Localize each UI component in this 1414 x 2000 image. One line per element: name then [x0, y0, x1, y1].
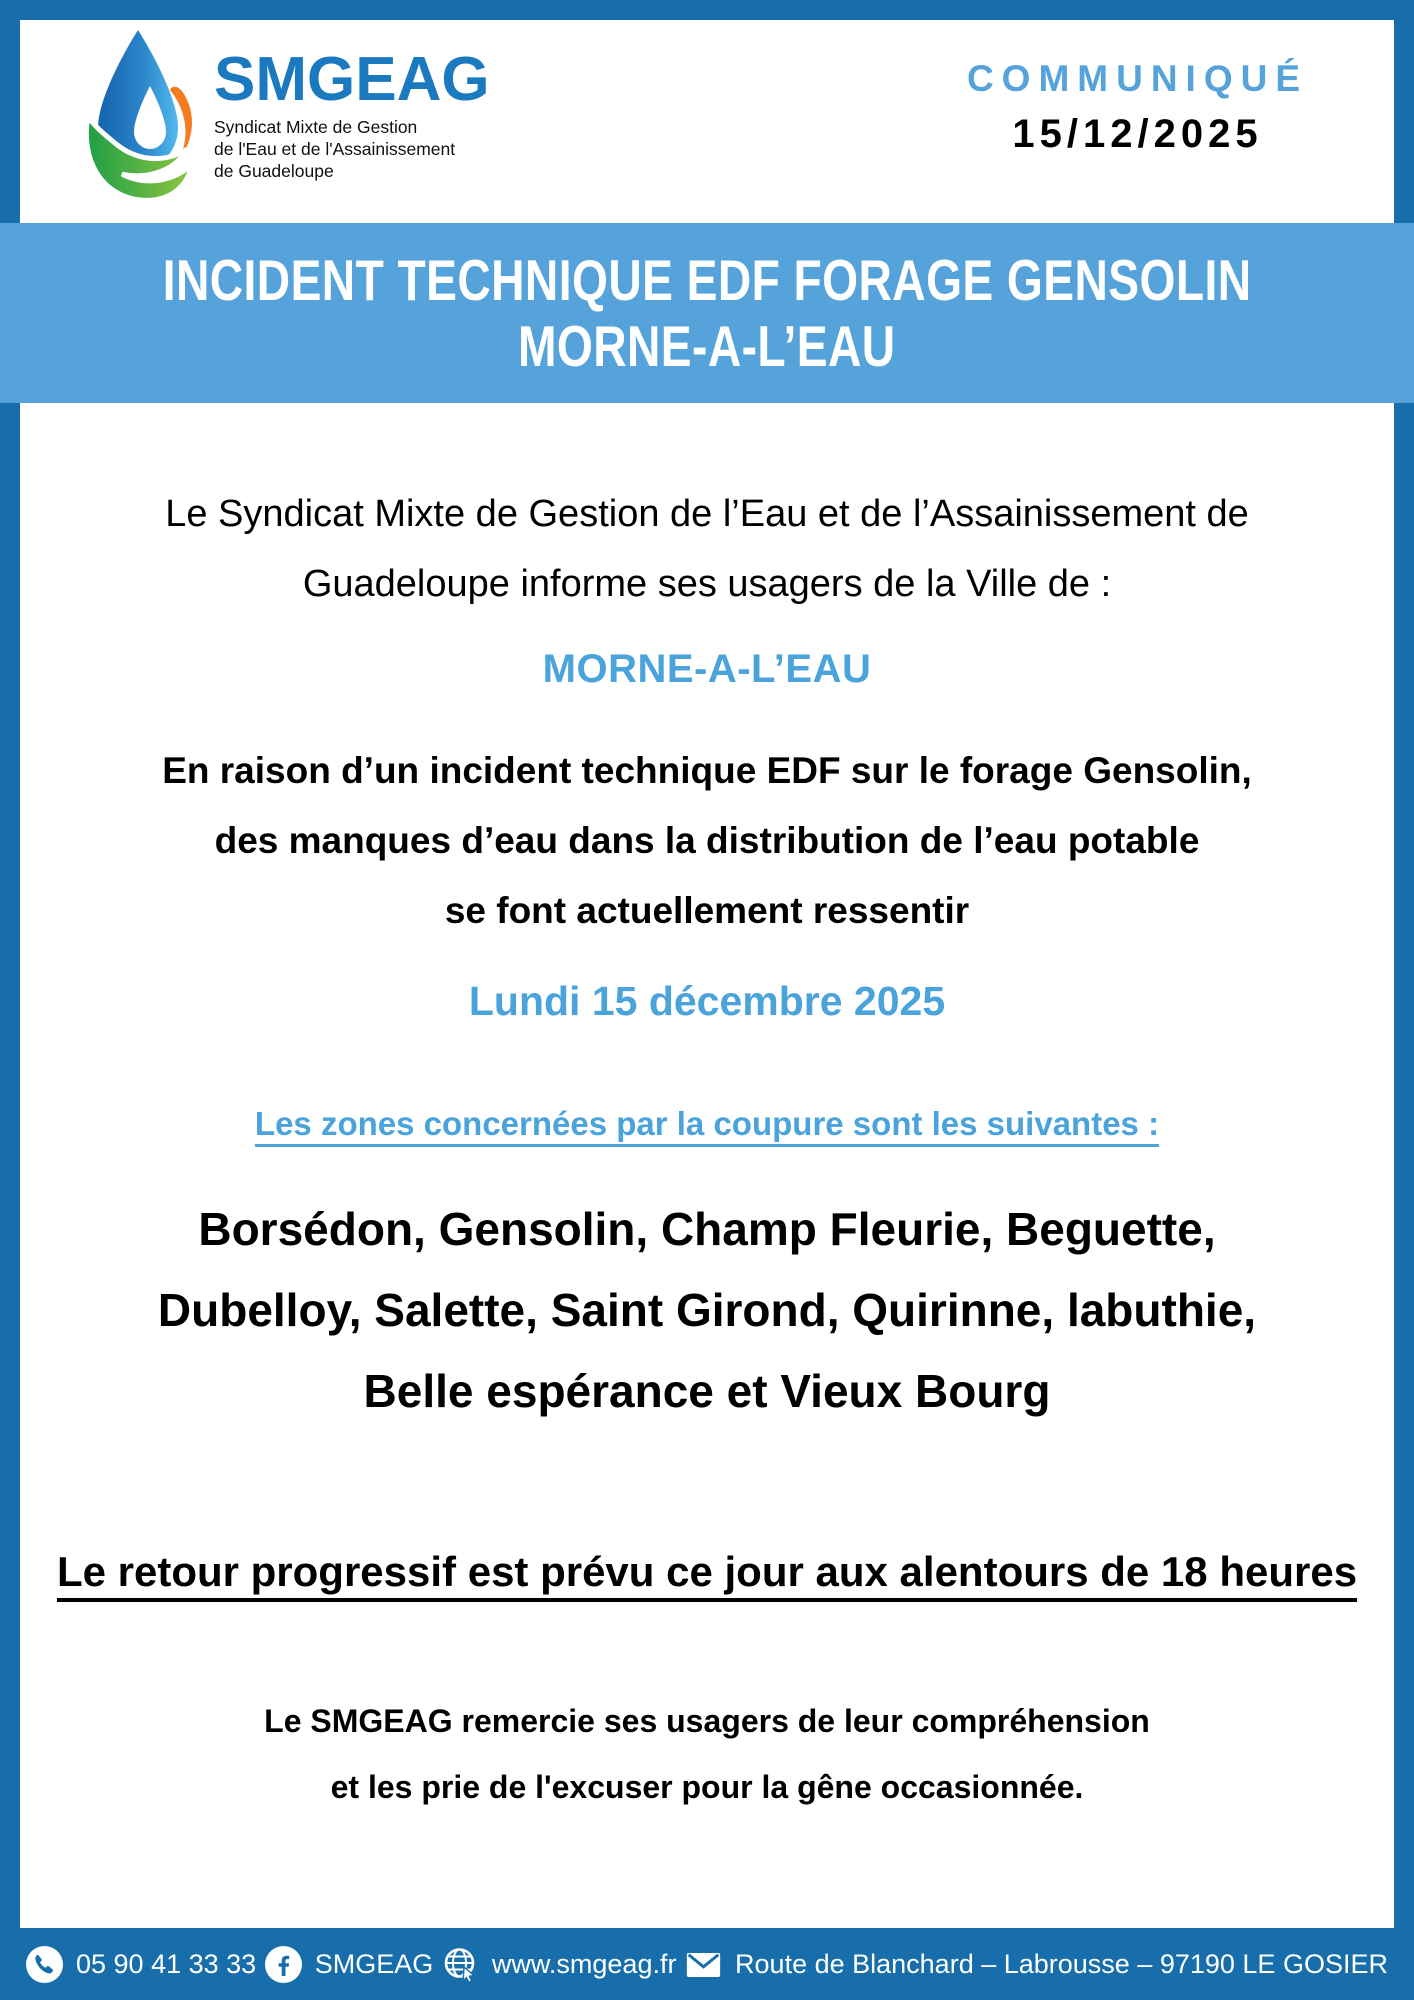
thanks-paragraph — [20, 1688, 1394, 1820]
communique-label: COMMUNIQUÉ — [966, 58, 1308, 99]
facebook-icon — [265, 1946, 302, 1983]
restore-time-line: Le retour progressif est prévu ce jour aux alentours de 18 heures — [56, 1548, 1358, 1595]
communique-block — [967, 58, 1308, 157]
banner-title-line2: MORNE-A-L’EAU — [518, 313, 896, 379]
intro-line2: Guadeloupe informe ses usagers de la Ville de : — [302, 563, 1112, 605]
logo-name: SMGEAG — [214, 45, 490, 114]
cause-line3: se font actuellement ressentir — [444, 890, 970, 931]
zones-line1: Borsédon, Gensolin, Champ Fleurie, Beguette, — [198, 1203, 1216, 1255]
zones-line3: Belle espérance et Vieux Bourg — [363, 1365, 1051, 1417]
title-banner — [0, 223, 1414, 403]
zones-list — [20, 1189, 1394, 1432]
incident-date: Lundi 15 décembre 2025 — [468, 978, 946, 1024]
intro-line1: Le Syndicat Mixte de Gestion de l’Eau et de l’Assainissement de — [165, 493, 1249, 535]
city-name: MORNE-A-L’EAU — [542, 647, 872, 691]
header — [0, 0, 1414, 223]
main-content — [0, 403, 1414, 1928]
thanks-line1: Le SMGEAG remercie ses usagers de leur compréhension — [264, 1703, 1150, 1739]
logo-subtitle-line3: de Guadeloupe — [214, 161, 334, 181]
footer-facebook-text: SMGEAG — [314, 1948, 434, 1979]
banner-title-line1: INCIDENT TECHNIQUE EDF FORAGE GENSOLIN — [162, 247, 1252, 313]
footer-bar — [0, 1928, 1414, 2000]
logo-subtitle-line2: de l'Eau et de l'Assainissement — [214, 139, 456, 159]
cause-paragraph — [20, 736, 1394, 946]
cause-line2: des manques d’eau dans la distribution de l’eau potable — [214, 820, 1200, 861]
footer-website-text: www.smgeag.fr — [491, 1948, 677, 1979]
footer-address — [685, 1946, 1388, 1983]
communique-date: 15/12/2025 — [1012, 112, 1263, 156]
footer-facebook — [265, 1946, 434, 1983]
water-drop-logo-icon — [78, 28, 200, 204]
footer-address-text: Route de Blanchard – Labrousse – 97190 LE GOSIER — [735, 1948, 1388, 1979]
footer-website — [442, 1946, 677, 1983]
smgeag-logo — [78, 28, 490, 204]
logo-text — [214, 45, 490, 204]
phone-icon — [26, 1946, 63, 1983]
envelope-icon — [685, 1946, 722, 1983]
globe-www-icon — [442, 1946, 479, 1983]
zones-heading: Les zones concernées par la coupure sont les suivantes : — [254, 1105, 1160, 1142]
footer-phone-text: 05 90 41 33 33 — [76, 1948, 257, 1979]
cause-line1: En raison d’un incident technique EDF sur le forage Gensolin, — [162, 750, 1252, 791]
thanks-line2: et les prie de l'excuser pour la gêne occasionnée. — [330, 1769, 1084, 1805]
intro-paragraph — [20, 479, 1394, 619]
footer-phone — [26, 1946, 256, 1983]
logo-subtitle — [214, 116, 490, 182]
logo-subtitle-line1: Syndicat Mixte de Gestion — [214, 117, 418, 137]
zones-line2: Dubelloy, Salette, Saint Girond, Quirinne, labuthie, — [157, 1284, 1257, 1336]
